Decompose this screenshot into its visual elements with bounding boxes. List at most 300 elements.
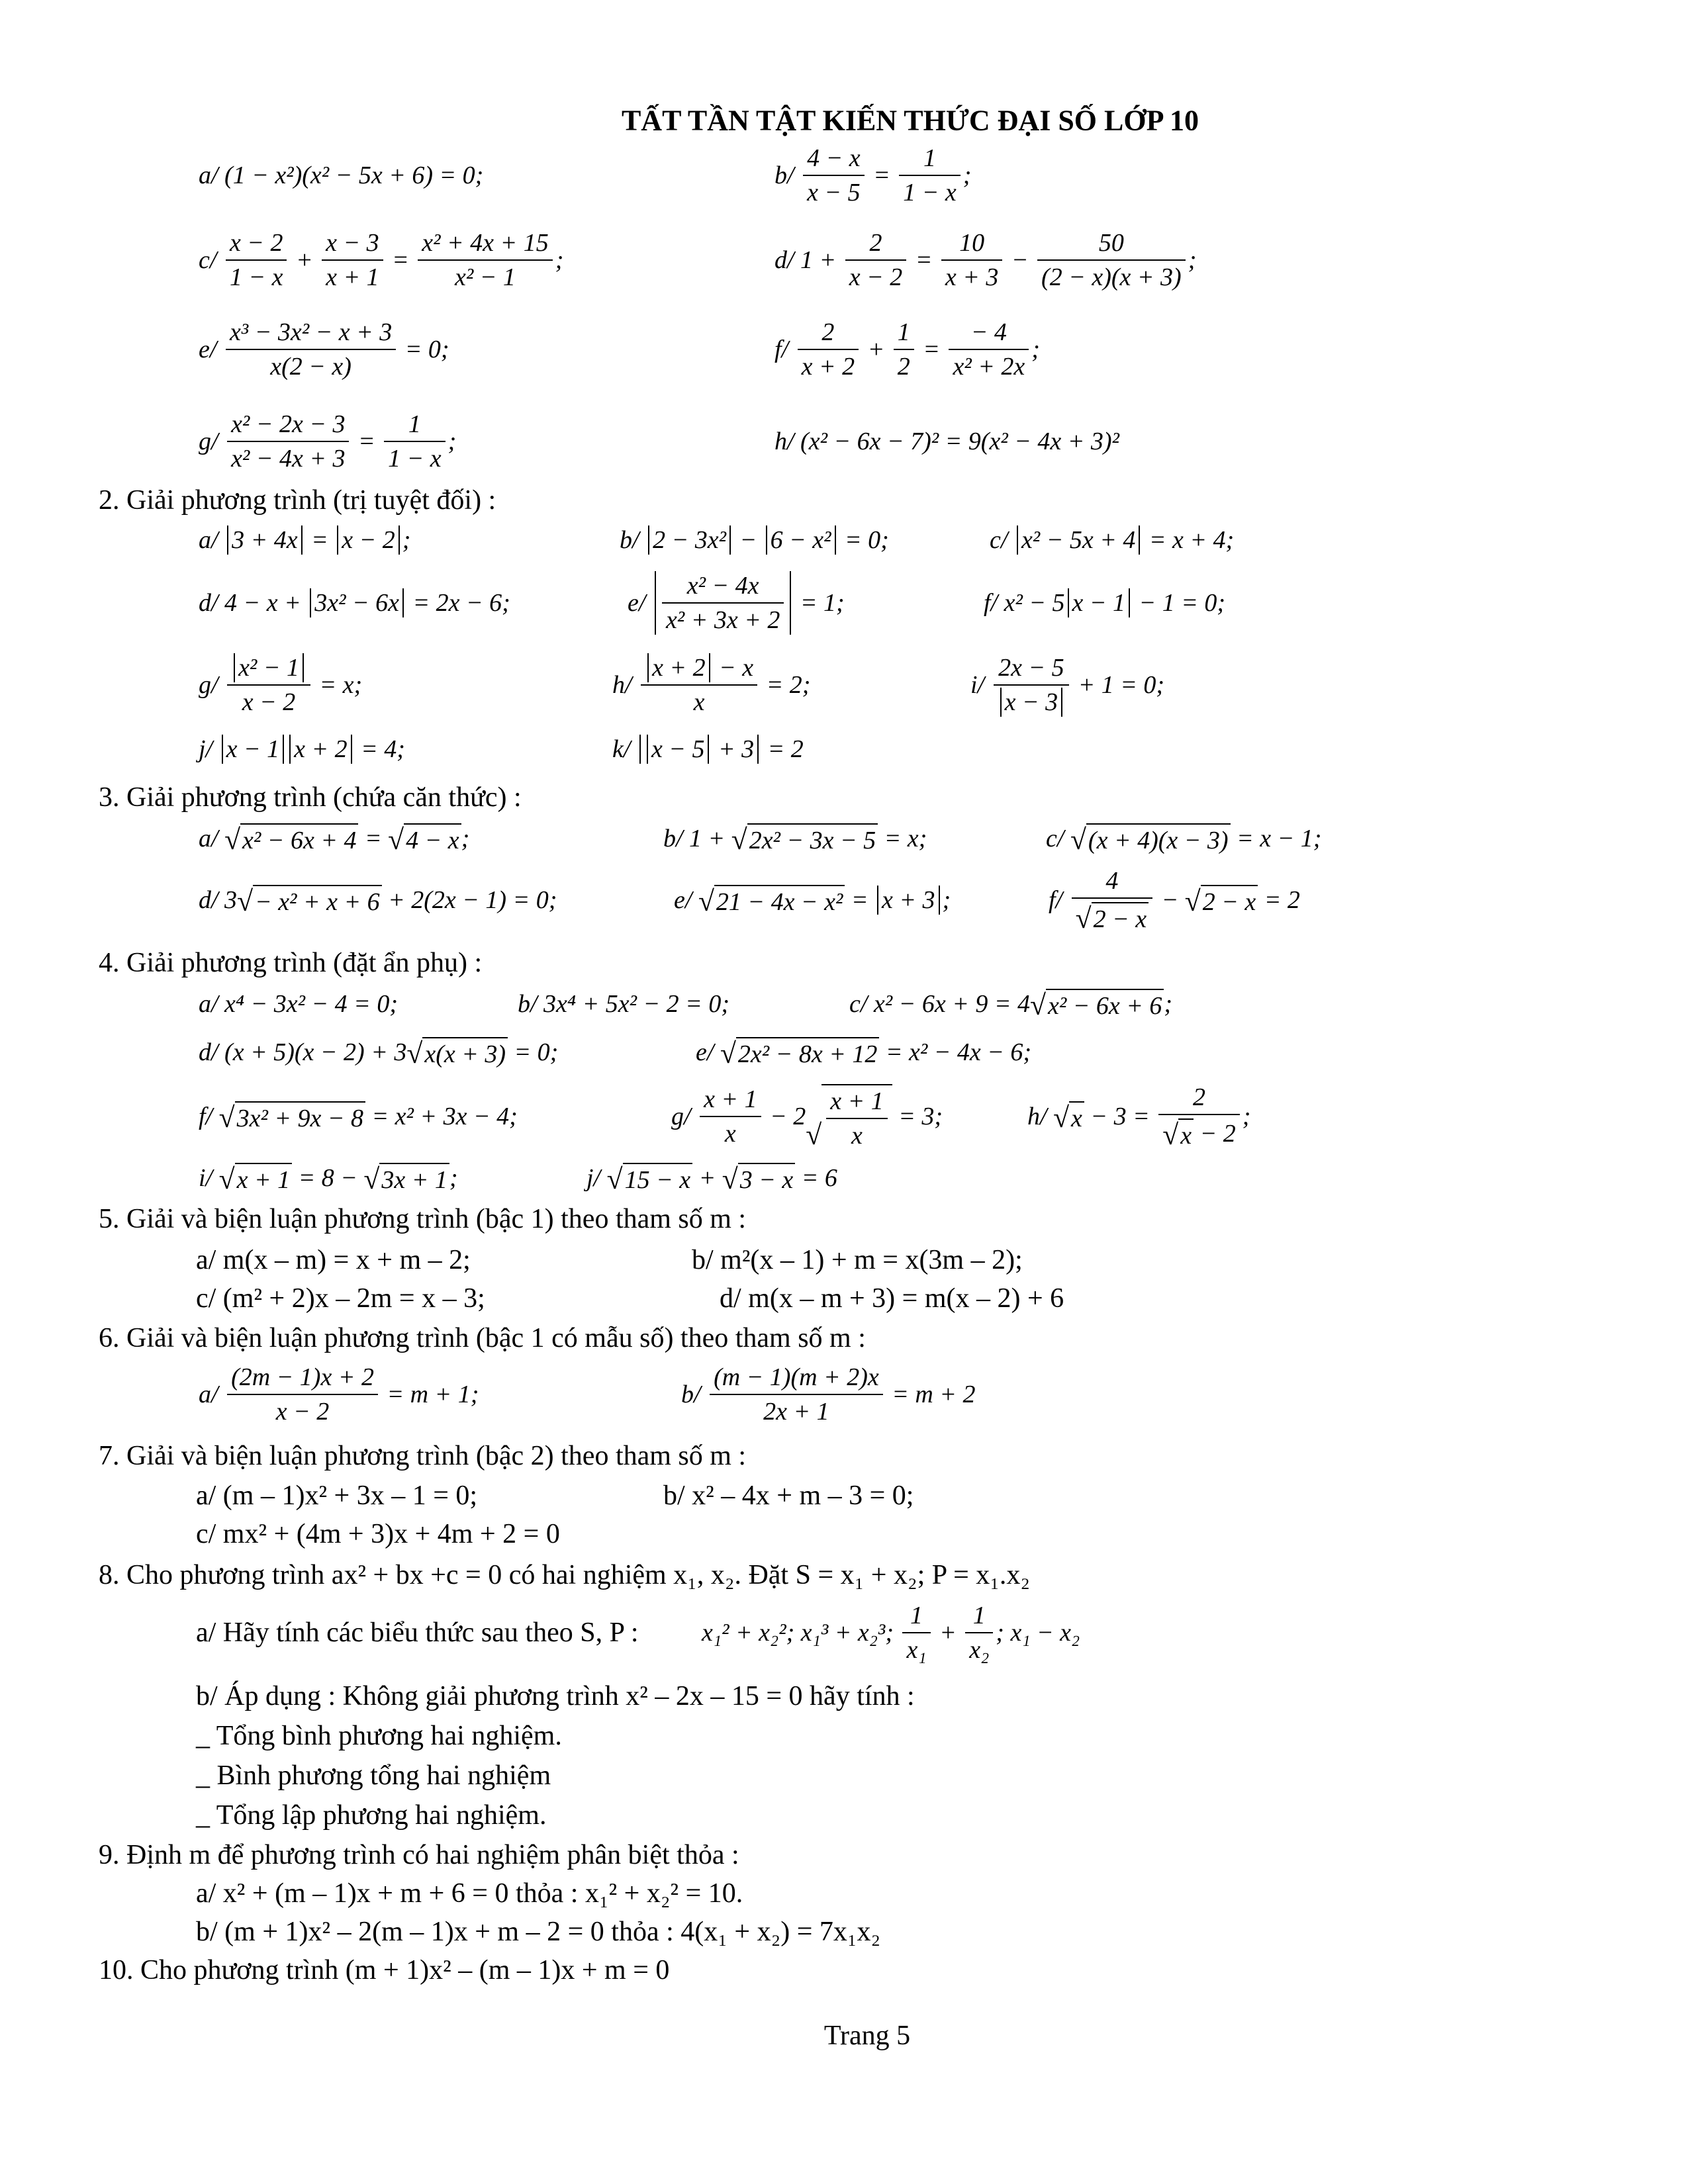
math-text: 2x² − 3x − 5 xyxy=(749,827,876,854)
radical-sign: √ xyxy=(1162,1119,1179,1152)
math-text: − 2 xyxy=(1194,1120,1236,1148)
fraction xyxy=(700,1085,761,1148)
section-9-heading: 9. Định m để phương trình có hai nghiệm phân biệt thỏa : xyxy=(99,1840,739,1870)
math-text: = 2 xyxy=(1258,886,1300,914)
math-text: 2 xyxy=(897,353,910,381)
radicand xyxy=(1178,1118,1194,1150)
math-text: = xyxy=(358,825,389,852)
square-root xyxy=(1162,1117,1194,1150)
denominator xyxy=(700,1117,761,1148)
square-root xyxy=(219,1161,293,1195)
section-4-heading: 4. Giải phương trình (đặt ẩn phụ) : xyxy=(99,948,483,978)
denominator xyxy=(384,442,445,473)
math-text: 1 xyxy=(910,1602,923,1629)
denominator xyxy=(1158,1115,1240,1150)
math-text: 3 − x xyxy=(739,1166,794,1194)
math-text: x² − 5x + 4 xyxy=(1021,526,1136,554)
radical-sign: √ xyxy=(731,824,747,856)
math-text: h/ xyxy=(1027,1103,1054,1130)
radical-sign: √ xyxy=(218,1163,235,1196)
math-text: 4 xyxy=(1105,867,1119,895)
radical-sign: √ xyxy=(1184,886,1201,918)
exercise-8b-item: _ Bình phương tổng hai nghiệm xyxy=(196,1760,551,1791)
math-text: x² + 3x + 2 xyxy=(665,606,780,634)
math-text: = 6 xyxy=(795,1164,837,1192)
math-text: x + 1 xyxy=(830,1087,884,1115)
equation-6b xyxy=(681,1363,975,1426)
fraction xyxy=(1037,228,1186,292)
equation-2g xyxy=(199,653,362,717)
math-text: x − 2 xyxy=(229,229,283,257)
math-text: 1 xyxy=(408,410,421,438)
denominator xyxy=(418,261,552,292)
equation-2j xyxy=(199,735,405,764)
section-8-heading: 8. Cho phương trình ax² + bx +c = 0 có hai nghiệm x₁, x₂. Đặt S = x₁ + x₂; P = x₁.x₂ xyxy=(99,1560,1031,1590)
math-text: 2 − 3x² xyxy=(653,526,726,554)
section-2-heading: 2. Giải phương trình (trị tuyệt đối) : xyxy=(99,485,496,516)
square-root xyxy=(1053,1100,1084,1133)
radicand xyxy=(1046,989,1164,1021)
math-text: = x; xyxy=(878,825,927,852)
fraction xyxy=(1072,866,1153,934)
math-text: x − 2 xyxy=(849,263,903,291)
square-root xyxy=(1070,822,1231,855)
exercise-8b-item: _ Tổng bình phương hai nghiệm. xyxy=(196,1721,562,1751)
math-text: x₂ xyxy=(969,1636,990,1664)
math-text: 1 xyxy=(972,1602,986,1629)
math-text: 1 − x xyxy=(388,445,442,473)
math-text: = m + 1; xyxy=(380,1381,479,1408)
math-text: g/ xyxy=(671,1103,698,1130)
equation-1a xyxy=(199,161,483,190)
equation-2f xyxy=(984,588,1225,617)
math-text: x xyxy=(1071,1105,1082,1132)
equation-1e xyxy=(199,318,449,381)
math-text: (x + 4)(x − 3) xyxy=(1088,827,1229,854)
math-text: j/ xyxy=(199,735,219,763)
absolute-value xyxy=(1017,525,1140,555)
equation-4g xyxy=(671,1083,943,1150)
math-text: + 2(2x − 1) = 0; xyxy=(381,886,557,914)
math-text: i/ xyxy=(970,671,991,699)
math-text: + xyxy=(289,246,320,274)
math-text: 2x² − 8x + 12 xyxy=(737,1040,878,1068)
absolute-value xyxy=(234,653,304,682)
equation-4f xyxy=(199,1100,518,1133)
numerator xyxy=(710,1363,883,1395)
denominator xyxy=(899,176,961,207)
exercise-9a: a/ x² + (m – 1)x + m + 6 = 0 thỏa : x₁² + x₂² = 10. xyxy=(196,1878,743,1909)
fraction xyxy=(994,653,1070,717)
math-text: 50 xyxy=(1098,229,1124,257)
math-text: 4 − x xyxy=(807,144,861,172)
math-text: 2x − 5 xyxy=(998,654,1064,682)
math-text: ; xyxy=(1242,1103,1251,1130)
numerator xyxy=(949,318,1029,350)
radicand xyxy=(379,1163,449,1195)
radical-sign: √ xyxy=(606,1163,623,1196)
math-text: b/ 3x⁴ + 5x² − 2 = 0; xyxy=(518,990,729,1018)
square-root xyxy=(806,1083,892,1150)
equation-3b xyxy=(663,822,927,855)
math-text: + 1 = 0; xyxy=(1072,671,1165,699)
equation-3e xyxy=(674,884,951,917)
math-text: (2m − 1)x + 2 xyxy=(231,1363,374,1391)
denominator xyxy=(710,1395,883,1426)
fraction xyxy=(226,318,396,381)
math-text: 3x² − 6x xyxy=(314,589,399,617)
math-text: 1 xyxy=(897,318,910,346)
radicand xyxy=(747,823,878,855)
math-text: x xyxy=(851,1122,863,1150)
exercise-7a: a/ (m – 1)x² + 3x – 1 = 0; xyxy=(196,1480,478,1511)
math-text: 2 − x xyxy=(1093,905,1147,933)
equation-2c xyxy=(990,525,1234,555)
math-text: x² − 4x + 3 xyxy=(231,445,346,473)
fraction xyxy=(902,1601,930,1664)
radicand xyxy=(240,823,358,855)
math-text: x(x + 3) xyxy=(424,1040,506,1068)
fraction xyxy=(1158,1083,1240,1150)
square-root xyxy=(237,884,382,917)
fraction xyxy=(227,653,310,717)
math-text: x² − 2x − 3 xyxy=(231,410,346,438)
exercise-5b: b/ m²(x – 1) + m = x(3m – 2); xyxy=(692,1245,1023,1275)
math-text: e/ xyxy=(199,336,223,363)
radicand xyxy=(235,1163,293,1195)
math-text: + 3 xyxy=(712,735,755,763)
numerator xyxy=(227,410,349,442)
math-text: 3x + 1 xyxy=(381,1166,447,1194)
equation-4b xyxy=(518,989,729,1019)
denominator xyxy=(894,350,914,381)
square-root xyxy=(219,1100,365,1133)
math-text: x₁ xyxy=(906,1636,927,1664)
math-text: g/ xyxy=(199,428,225,455)
radical-sign: √ xyxy=(224,824,241,856)
fraction xyxy=(899,144,961,207)
equation-4c xyxy=(849,987,1172,1021)
numerator xyxy=(798,318,859,350)
math-text: = m + 2 xyxy=(885,1381,976,1408)
math-text: = 2; xyxy=(760,671,811,699)
math-text: = x + 4; xyxy=(1143,526,1235,554)
numerator xyxy=(227,1363,378,1395)
math-text: = 3; xyxy=(892,1103,943,1130)
math-text: x − 5 xyxy=(651,735,705,763)
absolute-value xyxy=(337,525,400,555)
math-text: ; xyxy=(461,825,470,852)
equation-3c xyxy=(1046,822,1321,855)
numerator xyxy=(227,653,310,686)
denominator xyxy=(226,261,287,292)
fraction xyxy=(226,228,287,292)
denominator xyxy=(227,442,349,473)
math-text: a/ xyxy=(199,825,225,852)
radical-sign: √ xyxy=(1029,989,1046,1022)
math-text: x − 3 xyxy=(326,229,379,257)
math-text: = 0; xyxy=(508,1038,559,1066)
math-text: f/ xyxy=(774,336,795,363)
equation-1g xyxy=(199,410,456,473)
radical-sign: √ xyxy=(1075,903,1092,935)
math-text: x³ − 3x² − x + 3 xyxy=(229,318,393,346)
numerator xyxy=(994,653,1070,686)
numerator xyxy=(226,318,396,350)
math-text: e/ xyxy=(696,1038,720,1066)
math-text: 21 − 4x − x² xyxy=(716,888,843,916)
math-text: 2 xyxy=(821,318,835,346)
denominator xyxy=(798,350,859,381)
numerator xyxy=(641,653,757,686)
absolute-value xyxy=(227,525,303,555)
math-text: = x − 1; xyxy=(1230,825,1322,852)
math-text: x² + 2x xyxy=(953,353,1025,381)
math-text: = 0; xyxy=(399,336,449,363)
radicand xyxy=(1092,902,1149,934)
math-text: ; xyxy=(402,526,411,554)
absolute-value xyxy=(310,588,404,617)
exercise-5d: d/ m(x – m + 3) = m(x – 2) + 6 xyxy=(720,1283,1064,1314)
math-text: f/ x² − 5 xyxy=(984,589,1065,617)
numerator xyxy=(902,1601,930,1633)
radical-sign: √ xyxy=(1070,824,1086,856)
math-text: x(2 − x) xyxy=(270,353,352,381)
equation-1f xyxy=(774,318,1040,381)
numerator xyxy=(845,228,907,261)
math-text: h/ (x² − 6x − 7)² = 9(x² − 4x + 3)² xyxy=(774,428,1119,455)
equation-3f xyxy=(1049,866,1300,934)
radicand xyxy=(736,1037,879,1069)
absolute-value xyxy=(647,653,710,682)
denominator xyxy=(803,176,865,207)
fraction xyxy=(803,144,865,207)
equation-4d xyxy=(199,1036,558,1069)
exercise-8b-item: _ Tổng lập phương hai nghiệm. xyxy=(196,1800,547,1831)
equation-2i xyxy=(970,653,1164,717)
math-text: ; x₁ − x₂ xyxy=(996,1619,1080,1647)
exercise-8b: b/ Áp dụng : Không giải phương trình x² – 2x – 15 = 0 hãy tính : xyxy=(196,1681,915,1711)
math-text: x₁² + x₂²; x₁³ + x₂³; xyxy=(702,1619,900,1647)
radical-sign: √ xyxy=(218,1102,235,1134)
math-text: d/ 3 xyxy=(199,886,238,914)
radical-sign: √ xyxy=(698,886,714,918)
math-text: = 2 xyxy=(761,735,804,763)
radical-sign: √ xyxy=(720,1038,736,1070)
fraction xyxy=(798,318,859,381)
math-text: x² − 1 xyxy=(455,263,516,291)
equation-6a xyxy=(199,1363,479,1426)
numerator xyxy=(384,410,445,442)
page-title: TẤT TẦN TẬT KIẾN THỨC ĐẠI SỐ LỚP 10 xyxy=(621,104,1199,137)
exercise-5a: a/ m(x – m) = x + m – 2; xyxy=(196,1245,471,1275)
math-text: − xyxy=(1005,246,1035,274)
equation-3d xyxy=(199,884,557,917)
radicand xyxy=(714,885,845,917)
math-text: = 4; xyxy=(354,735,405,763)
math-text: ; xyxy=(1188,246,1197,274)
math-text: − xyxy=(733,526,763,554)
math-text: ; xyxy=(447,428,457,455)
math-text: = xyxy=(867,161,897,189)
math-text: ; xyxy=(1164,990,1173,1018)
equation-4a xyxy=(199,989,398,1019)
equation-3a xyxy=(199,822,469,855)
equation-2h xyxy=(612,653,810,717)
math-text: = xyxy=(352,428,382,455)
math-text: d/ 1 + xyxy=(774,246,843,274)
exercise-7c: c/ mx² + (4m + 3)x + 4m + 2 = 0 xyxy=(196,1519,560,1549)
absolute-value xyxy=(647,735,710,764)
math-text: c/ xyxy=(1046,825,1070,852)
exercise-8a-expressions xyxy=(702,1601,1080,1664)
math-text: b/ xyxy=(774,161,801,189)
math-text: = x; xyxy=(312,671,363,699)
math-text: + xyxy=(692,1164,722,1192)
square-root xyxy=(406,1036,508,1069)
math-text: i/ xyxy=(199,1164,219,1192)
numerator xyxy=(803,144,865,176)
math-text: x + 1 xyxy=(704,1085,757,1113)
math-text: 3 + 4x xyxy=(232,526,298,554)
radicand xyxy=(821,1084,892,1150)
math-text: x + 2 xyxy=(652,654,706,682)
math-text: − x² + x + 6 xyxy=(255,888,380,916)
absolute-value xyxy=(655,571,791,635)
equation-4j xyxy=(586,1161,837,1195)
math-text: − xyxy=(1155,886,1185,914)
fraction xyxy=(322,228,383,292)
square-root xyxy=(1185,884,1258,917)
square-root xyxy=(388,822,461,855)
denominator xyxy=(322,261,383,292)
numerator xyxy=(894,318,914,350)
numerator xyxy=(1037,228,1186,261)
exercise-7b: b/ x² – 4x + m – 3 = 0; xyxy=(663,1480,914,1511)
math-text: k/ xyxy=(612,735,637,763)
denominator xyxy=(662,604,784,635)
radicand xyxy=(422,1037,508,1069)
fraction xyxy=(227,1363,378,1426)
numerator xyxy=(1158,1083,1240,1115)
math-text: − 2 xyxy=(763,1103,806,1130)
math-text: (m − 1)(m + 2)x xyxy=(714,1363,879,1391)
fraction xyxy=(965,1601,993,1664)
denominator xyxy=(1037,261,1186,292)
math-text: x − 2 xyxy=(242,688,296,716)
denominator xyxy=(949,350,1029,381)
exercise-8a-text: a/ Hãy tính các biểu thức sau theo S, P : xyxy=(196,1617,639,1648)
numerator xyxy=(662,571,784,604)
math-text: x² − 6x + 4 xyxy=(242,827,357,854)
absolute-value xyxy=(639,735,759,764)
equation-1c xyxy=(199,228,563,292)
fraction xyxy=(941,228,1003,292)
equation-1d xyxy=(774,228,1196,292)
math-text: x² − 1 xyxy=(238,654,299,682)
equation-1b xyxy=(774,144,971,207)
math-text: 10 xyxy=(959,229,985,257)
fraction xyxy=(418,228,552,292)
math-text: x + 2 xyxy=(801,353,855,381)
math-text: d/ 4 − x + xyxy=(199,589,308,617)
section-3-heading: 3. Giải phương trình (chứa căn thức) : xyxy=(99,782,522,813)
math-text: = 2x − 6; xyxy=(406,589,510,617)
equation-4h xyxy=(1027,1083,1250,1150)
math-text: (2 − x)(x + 3) xyxy=(1041,263,1182,291)
math-text: x − 2 xyxy=(275,1398,330,1426)
section-7-heading: 7. Giải và biện luận phương trình (bậc 2) theo tham số m : xyxy=(99,1441,747,1471)
square-root xyxy=(1030,987,1164,1021)
radicand xyxy=(404,823,461,855)
math-text: e/ xyxy=(674,886,698,914)
exercise-9b: b/ (m + 1)x² – 2(m – 1)x + m – 2 = 0 thỏa : 4(x₁ + x₂) = 7x₁x₂ xyxy=(196,1917,881,1947)
radical-sign: √ xyxy=(237,886,254,918)
numerator xyxy=(899,144,961,176)
numerator xyxy=(826,1087,888,1119)
absolute-value xyxy=(222,735,285,764)
equation-2d xyxy=(199,588,510,617)
exercise-5c: c/ (m² + 2)x – 2m = x – 3; xyxy=(196,1283,485,1314)
math-text: = xyxy=(909,246,939,274)
math-text: = x² + 3x − 4; xyxy=(365,1103,518,1130)
numerator xyxy=(965,1601,993,1633)
math-text: − 4 xyxy=(970,318,1007,346)
math-text: x − 3 xyxy=(1004,688,1058,716)
math-text: 1 xyxy=(923,144,936,172)
equation-2b xyxy=(620,525,889,555)
math-text: 6 − x² xyxy=(770,526,831,554)
denominator xyxy=(227,1395,378,1426)
radicand xyxy=(1086,823,1231,855)
math-text: f/ xyxy=(199,1103,219,1130)
math-text: h/ xyxy=(612,671,639,699)
math-text: = x² − 4x − 6; xyxy=(879,1038,1032,1066)
radical-sign: √ xyxy=(806,1119,822,1152)
math-text: ; xyxy=(962,161,972,189)
math-text: x − 1 xyxy=(1072,589,1126,617)
radicand xyxy=(1201,885,1258,917)
math-text: c/ xyxy=(199,246,223,274)
radicand xyxy=(1069,1101,1084,1133)
denominator xyxy=(965,1633,993,1664)
absolute-value xyxy=(877,886,940,915)
math-text: x² − 6x + 6 xyxy=(1047,992,1162,1020)
math-text: − 1 = 0; xyxy=(1133,589,1225,617)
denominator xyxy=(994,686,1070,717)
numerator xyxy=(322,228,383,261)
equation-4e xyxy=(696,1036,1031,1069)
absolute-value xyxy=(1068,588,1131,617)
math-text: x − 1 xyxy=(226,735,280,763)
square-root xyxy=(1076,901,1149,934)
absolute-value xyxy=(289,735,352,764)
denominator xyxy=(826,1119,888,1150)
math-text: x + 3 xyxy=(945,263,999,291)
math-text: j/ xyxy=(586,1164,607,1192)
math-text: = xyxy=(845,886,874,914)
math-text: 1 − x xyxy=(903,179,957,206)
section-10-heading: 10. Cho phương trình (m + 1)x² – (m – 1)x + m = 0 xyxy=(99,1955,670,1985)
equation-2e xyxy=(628,571,845,635)
square-root xyxy=(720,1036,879,1069)
math-text: = 1; xyxy=(794,589,845,617)
math-text: x² + 4x + 15 xyxy=(422,229,549,257)
math-text: = 0; xyxy=(838,526,889,554)
numerator xyxy=(941,228,1003,261)
math-text: a/ x⁴ − 3x² − 4 = 0; xyxy=(199,990,398,1018)
math-text: 3x² + 9x − 8 xyxy=(236,1105,364,1132)
